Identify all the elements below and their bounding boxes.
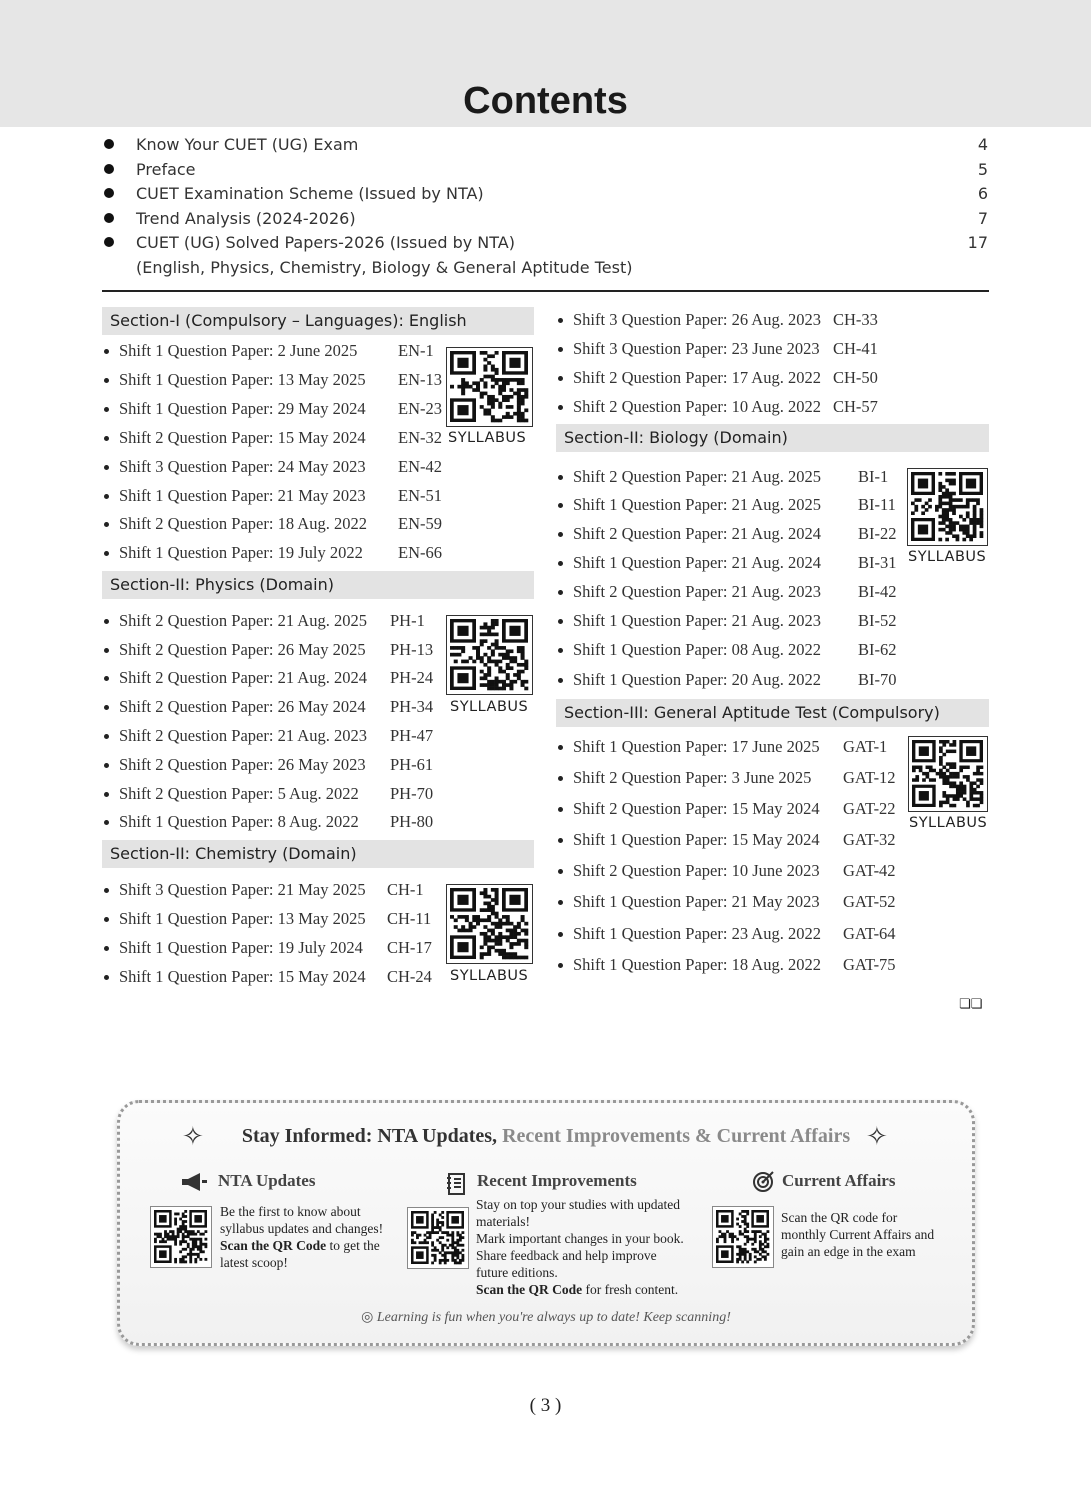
toc-entry-gat[interactable] [558,892,898,914]
list-item[interactable]: Know Your CUET (UG) Exam 4 [102,133,990,158]
entry-code: PH-34 [390,697,434,716]
bullet-icon [104,378,109,383]
entry-title: Shift 2 Question Paper: 18 Aug. 2022 [119,514,367,533]
bullet-icon [104,436,109,441]
entry-code: GAT-64 [843,924,896,943]
toc-entry-physics[interactable] [104,668,444,690]
entry-code: BI-22 [858,524,897,543]
bullet-icon [558,532,563,537]
entry-title: Shift 2 Question Paper: 21 Aug. 2025 [119,611,367,630]
list-item-subtitle: (English, Physics, Chemistry, Biology & General Aptitude Test) [136,257,633,277]
section-heading-biology: Section-II: Biology (Domain) [556,424,989,452]
list-item[interactable]: CUET Examination Scheme (Issued by NTA) 6 [102,182,990,207]
bullet-icon [558,405,563,410]
entry-title: Shift 2 Question Paper: 21 Aug. 2024 [119,668,367,687]
toc-entry-biology[interactable] [558,640,898,662]
divider [102,290,989,292]
nta-updates-heading: NTA Updates [218,1171,316,1190]
toc-entry-gat[interactable] [558,955,898,977]
entry-code: GAT-22 [843,799,896,818]
bullet-icon [558,776,563,781]
toc-entry-english[interactable] [104,514,444,536]
entry-code: CH-57 [833,397,878,416]
toc-entry-gat[interactable] [558,799,898,821]
footer-note: ◎ Learning is fun when you're always up to date! Keep scanning! [361,1310,731,1325]
toc-entry-biology[interactable] [558,553,898,575]
bullet-icon [558,475,563,480]
entry-title: Shift 1 Question Paper: 2 June 2025 [119,341,358,360]
entry-code: BI-52 [858,611,897,630]
entry-title: Shift 2 Question Paper: 17 Aug. 2022 [573,368,821,387]
bullet-icon [558,318,563,323]
entry-code: GAT-42 [843,861,896,880]
toc-entry-english[interactable] [104,543,444,565]
toc-entry-physics[interactable] [104,784,444,806]
bullet-icon [558,807,563,812]
recent-improvements-heading: Recent Improvements [477,1171,637,1190]
qr-code-physics-syllabus[interactable] [446,615,533,695]
entry-code: CH-50 [833,368,878,387]
entry-code: EN-1 [398,341,434,360]
entry-title: Shift 1 Question Paper: 23 Aug. 2022 [573,924,821,943]
bullet-icon [104,349,109,354]
entry-code: BI-11 [858,495,896,514]
entry-code: EN-59 [398,514,442,533]
bullet-icon [558,648,563,653]
qr-code-current-affairs[interactable] [712,1206,774,1268]
toc-entry-biology[interactable] [558,467,898,489]
entry-code: PH-61 [390,755,434,774]
bullet-icon [104,763,109,768]
entry-code: BI-31 [858,553,897,572]
bullet-icon [104,946,109,951]
toc-entry-biology[interactable] [558,670,898,692]
entry-title: Shift 2 Question Paper: 26 May 2023 [119,755,366,774]
entry-code: GAT-52 [843,892,896,911]
bullet-icon [104,494,109,499]
syllabus-label: SYLLABUS [450,699,529,715]
bullet-icon [558,376,563,381]
bullet-icon [558,619,563,624]
bullet-icon [104,734,109,739]
entry-code: GAT-1 [843,737,888,756]
toc-entry-physics[interactable] [104,697,444,719]
entry-code: CH-11 [387,909,432,928]
qr-code-biology-syllabus[interactable] [907,468,988,546]
toc-entry-english[interactable] [104,399,444,421]
toc-entry-biology[interactable] [558,524,898,546]
entry-title: Shift 2 Question Paper: 15 May 2024 [573,799,820,818]
bullet-icon [104,407,109,412]
entry-title: Shift 1 Question Paper: 13 May 2025 [119,909,366,928]
bullet-icon [104,975,109,980]
entry-code: CH-1 [387,880,424,899]
page-title: Contents [463,80,628,122]
entry-title: Shift 2 Question Paper: 10 Aug. 2022 [573,397,821,416]
entry-title: Shift 1 Question Paper: 19 July 2024 [119,938,363,957]
entry-title: Shift 1 Question Paper: 15 May 2024 [119,967,366,986]
toc-entry-biology[interactable] [558,582,898,604]
bullet-icon [558,503,563,508]
toc-entry-biology[interactable] [558,495,898,517]
toc-entry-english[interactable] [104,457,444,479]
entry-title: Shift 3 Question Paper: 21 May 2025 [119,880,366,899]
entry-title: Shift 2 Question Paper: 21 Aug. 2023 [573,582,821,601]
syllabus-label: SYLLABUS [908,549,987,565]
bullet-icon [104,888,109,893]
current-affairs-heading: Current Affairs [782,1171,896,1190]
entry-code: GAT-32 [843,830,896,849]
entry-title: Shift 1 Question Paper: 13 May 2025 [119,370,366,389]
entry-title: Shift 2 Question Paper: 5 Aug. 2022 [119,784,359,803]
entry-code: GAT-75 [843,955,896,974]
toc-entry-chemistry[interactable] [104,967,444,989]
bullet-icon [104,705,109,710]
toc-entry-physics[interactable] [104,812,444,834]
entry-code: PH-13 [390,640,434,659]
bullet-icon [104,237,114,247]
entry-code: PH-47 [390,726,434,745]
entry-code: EN-32 [398,428,442,447]
entry-code: EN-51 [398,486,442,505]
entry-title: Shift 2 Question Paper: 21 Aug. 2024 [573,524,821,543]
entry-title: Shift 1 Question Paper: 19 July 2022 [119,543,363,562]
toc-entry-gat[interactable] [558,737,898,759]
bullet-icon [558,932,563,937]
entry-code: EN-23 [398,399,442,418]
bullet-icon [104,619,109,624]
bullet-icon [558,745,563,750]
target-icon: ◎ [361,1310,377,1325]
entry-title: Shift 1 Question Paper: 21 May 2023 [573,892,820,911]
toc-entry-physics[interactable] [104,726,444,748]
bullet-icon [104,551,109,556]
entry-title: Shift 1 Question Paper: 08 Aug. 2022 [573,640,821,659]
toc-entry-chemistry[interactable] [558,397,898,419]
bullet-icon [558,838,563,843]
qr-code-nta-updates[interactable] [150,1206,212,1268]
entry-code: BI-70 [858,670,897,689]
bullet-icon [558,561,563,566]
toc-entry-physics[interactable] [104,755,444,777]
bullet-icon [104,820,109,825]
entry-code: EN-42 [398,457,442,476]
sparkle-icon: ✧ [182,1121,204,1151]
toc-entry-chemistry[interactable] [104,880,444,902]
megaphone-icon [180,1171,208,1199]
entry-title: Shift 1 Question Paper: 21 Aug. 2025 [573,495,821,514]
entry-title: Shift 2 Question Paper: 10 June 2023 [573,861,820,880]
top-contents-list [102,133,990,280]
bullet-icon [558,900,563,905]
target-icon [752,1169,776,1199]
syllabus-label: SYLLABUS [450,968,529,984]
section-heading-english: Section-I (Compulsory – Languages): English [102,307,534,335]
list-item[interactable]: Preface 5 [102,158,990,183]
entry-code: PH-80 [390,812,434,831]
toc-entry-physics[interactable] [104,640,444,662]
notebook-icon [446,1173,466,1201]
toc-entry-gat[interactable] [558,768,898,790]
page-number: ( 3 ) [529,1395,562,1416]
bullet-icon [558,347,563,352]
toc-entry-chemistry[interactable] [558,339,898,361]
entry-title: Shift 3 Question Paper: 23 June 2023 [573,339,820,358]
qr-code-gat-syllabus[interactable] [908,736,988,812]
entry-title: Shift 1 Question Paper: 21 May 2023 [119,486,366,505]
bullet-icon [558,963,563,968]
list-item[interactable]: Trend Analysis (2024-2026) 7 [102,207,990,232]
bullet-icon [104,164,114,174]
bullet-icon [558,590,563,595]
entry-code: PH-24 [390,668,434,687]
toc-entry-chemistry[interactable] [558,368,898,390]
current-affairs-text: Scan the QR code for monthly Current Affairs and gain an edge in the exam [781,1210,935,1259]
bullet-icon [104,792,109,797]
updates-box-title: Stay Informed: NTA Updates, Recent Improvements & Current Affairs [241,1125,851,1147]
entry-title: Shift 2 Question Paper: 26 May 2025 [119,640,366,659]
bullet-icon [104,648,109,653]
entry-title: Shift 2 Question Paper: 21 Aug. 2025 [573,467,821,486]
entry-title: Shift 1 Question Paper: 18 Aug. 2022 [573,955,821,974]
entry-title: Shift 1 Question Paper: 21 Aug. 2024 [573,553,821,572]
entry-code: CH-24 [387,967,432,986]
bullet-icon [104,213,114,223]
entry-title: Shift 1 Question Paper: 20 Aug. 2022 [573,670,821,689]
end-mark: ❏❏ [959,997,983,1012]
entry-code: EN-66 [398,543,442,562]
entry-title: Shift 2 Question Paper: 21 Aug. 2023 [119,726,367,745]
entry-code: EN-13 [398,370,442,389]
bullet-icon [104,917,109,922]
entry-title: Shift 2 Question Paper: 26 May 2024 [119,697,366,716]
bullet-icon [558,678,563,683]
toc-entry-chemistry[interactable] [104,909,444,931]
entry-title: Shift 2 Question Paper: 15 May 2024 [119,428,366,447]
entry-code: CH-17 [387,938,432,957]
bullet-icon [558,869,563,874]
sparkle-icon: ✧ [866,1121,888,1151]
section-heading-gat: Section-III: General Aptitude Test (Compulsory) [556,699,989,727]
entry-code: CH-33 [833,310,878,329]
entry-title: Shift 1 Question Paper: 8 Aug. 2022 [119,812,359,831]
bullet-icon [104,522,109,527]
qr-code-english-syllabus[interactable] [446,347,533,427]
bullet-icon [104,465,109,470]
entry-code: CH-41 [833,339,878,358]
recent-improvements-text: Stay on top your studies with updated materials! Mark important changes in your book. Share feedback and help improve future editions. Scan the QR Code for fresh content. [476,1197,684,1297]
toc-entry-english[interactable] [104,486,444,508]
toc-entry-english[interactable] [104,370,444,392]
toc-entry-gat[interactable] [558,830,898,852]
section-heading-chemistry: Section-II: Chemistry (Domain) [102,840,534,868]
entry-title: Shift 1 Question Paper: 15 May 2024 [573,830,820,849]
entry-title: Shift 1 Question Paper: 29 May 2024 [119,399,366,418]
bullet-icon [104,676,109,681]
entry-title: Shift 2 Question Paper: 3 June 2025 [573,768,812,787]
toc-entry-biology[interactable] [558,611,898,633]
entry-code: GAT-12 [843,768,896,787]
section-heading-physics: Section-II: Physics (Domain) [102,571,534,599]
entry-title: Shift 1 Question Paper: 21 Aug. 2023 [573,611,821,630]
syllabus-label: SYLLABUS [448,430,527,446]
qr-code-chemistry-syllabus[interactable] [446,884,533,964]
bullet-icon [104,188,114,198]
toc-entry-physics[interactable] [104,611,444,633]
qr-code-recent-improvements[interactable] [407,1207,469,1269]
updates-box [117,1100,975,1346]
toc-entry-chemistry[interactable] [558,310,898,332]
bullet-icon [104,139,114,149]
toc-entry-english[interactable] [104,341,444,363]
entry-code: BI-42 [858,582,897,601]
toc-entry-chemistry[interactable] [104,938,444,960]
entry-code: PH-1 [390,611,425,630]
entry-title: Shift 1 Question Paper: 17 June 2025 [573,737,820,756]
entry-code: BI-1 [858,467,889,486]
entry-title: Shift 3 Question Paper: 26 Aug. 2023 [573,310,821,329]
toc-entry-gat[interactable] [558,861,898,883]
entry-code: PH-70 [390,784,434,803]
entry-code: BI-62 [858,640,897,659]
entry-title: Shift 3 Question Paper: 24 May 2023 [119,457,366,476]
toc-entry-english[interactable] [104,428,444,450]
toc-entry-gat[interactable] [558,924,898,946]
nta-updates-text: Be the first to know about syllabus updates and changes! Scan the QR Code to get the latest scoop! [220,1204,384,1270]
list-item[interactable]: CUET (UG) Solved Papers-2026 (Issued by NTA) 17 [102,231,990,256]
syllabus-label: SYLLABUS [909,815,988,831]
